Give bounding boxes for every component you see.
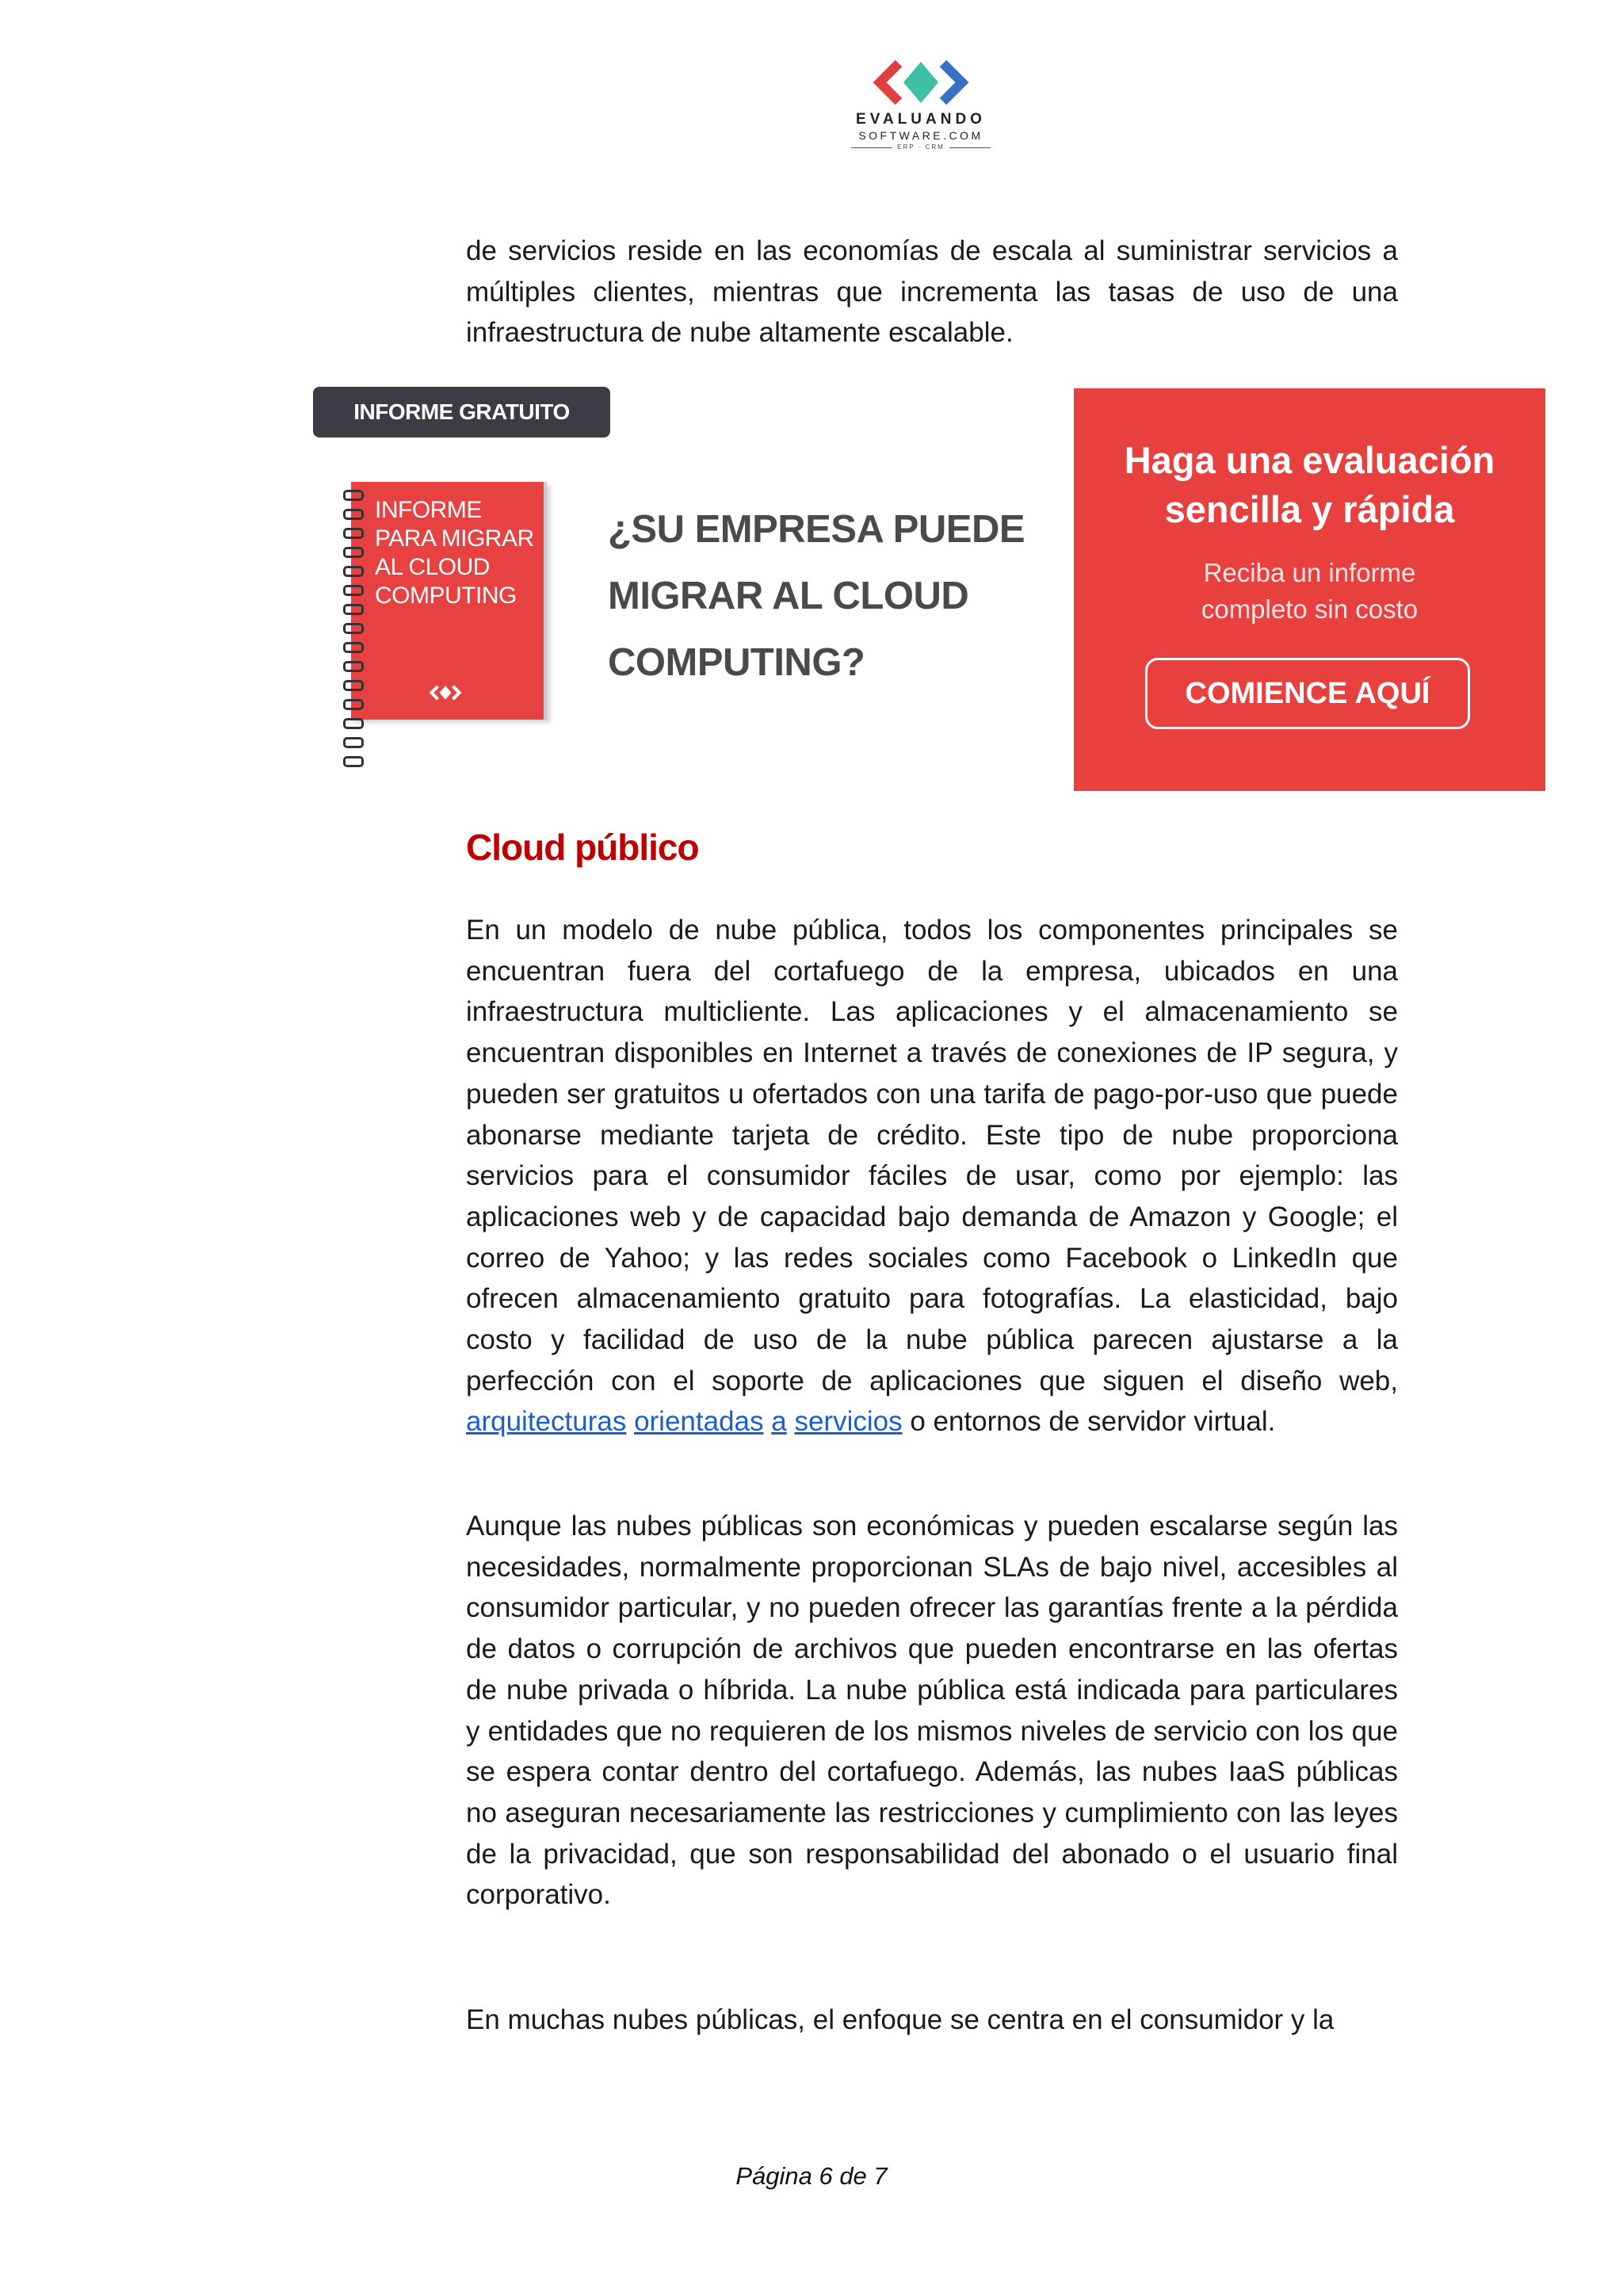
page-number: Página 6 de 7 — [735, 2162, 888, 2190]
link-a[interactable]: a — [771, 1406, 787, 1438]
paragraph-public-cloud — [466, 910, 1398, 1442]
section-heading: Cloud público — [466, 827, 699, 868]
evaluando-logo — [850, 57, 992, 176]
paragraph-consumer-focus: En muchas nubes públicas, el enfoque se centra en el consumidor y la — [466, 2004, 1335, 2035]
notebook-title: INFORME PARA MIGRAR AL CLOUD COMPUTING — [375, 497, 534, 609]
logo-brand: EVALUANDO — [856, 111, 986, 128]
logo-site: SOFTWARE.COM — [858, 129, 983, 142]
paragraph-text: En un modelo de nube pública, todos los componentes principales se encuentran fuera del cortafuego de la empresa, ubicados en una infraestructura multicliente. Las aplicaciones y el almacenamiento se encuentran disponibles en Internet a través de conexiones de IP segura, y pueden ser gratuitos u ofertados con una tarifa de pago-por-uso que puede abonarse mediante tarjeta de crédito. Este tipo de nube proporciona servicios para el consumidor fáciles de usar, como por ejemplo: las aplicaciones web y de capacidad bajo demanda de Amazon y Google; el correo de Yahoo; y las redes sociales como Facebook o LinkedIn que ofrecen almacenamiento gratuito para fotografías. La elasticidad, bajo costo y facilidad de uso de la nube pública parecen ajustarse a la perfección con el soporte de aplicaciones que siguen el diseño web, — [466, 915, 1398, 1396]
diamond-chevrons-icon — [872, 57, 970, 108]
report-notebook-image — [351, 482, 547, 720]
link-arquitecturas[interactable]: arquitecturas — [466, 1406, 627, 1438]
logo-tagline-text: ERP · CRM — [897, 143, 945, 151]
link-orientadas[interactable]: orientadas — [634, 1406, 764, 1438]
question-line: COMPUTING? — [608, 641, 865, 684]
cta-subtitle — [1074, 555, 1545, 628]
diamond-chevrons-icon — [429, 684, 462, 701]
intro-paragraph: de servicios reside en las economías de escala al suministrar servicios a múltiples clientes, mientras que incrementa las tasas de uso de una infraestructura de nube altamente escalable. — [466, 235, 1398, 349]
paragraph-public-cloud-limits: Aunque las nubes públicas son económicas y pueden escalarse según las necesidades, normalmente proporcionan SLAs de bajo nivel, accesibles al consumidor particular, y no pueden ofrecer las garantías frente a la pérdida de datos o corrupción de archivos que pueden encontrarse en las ofertas de nube privada o híbrida. La nube pública está indicada para particulares y entidades que no requieren de los mismos niveles de servicio con los que se espera contar dentro del cortafuego. Además, las nubes IaaS públicas no aseguran necesariamente las restricciones y cumplimiento con las leyes de la privacidad, que son responsabilidad del abonado o el usuario final corporativo. — [466, 1511, 1398, 1911]
cta-panel[interactable] — [1074, 388, 1545, 791]
free-report-badge: INFORME GRATUITO — [313, 387, 610, 437]
cta-title-line: sencilla y rápida — [1164, 488, 1455, 530]
paragraph-text: o entornos de servidor virtual. — [910, 1406, 1276, 1438]
start-here-button[interactable]: COMIENCE AQUÍ — [1145, 658, 1470, 729]
cta-subtitle-line: Reciba un informe — [1203, 558, 1416, 587]
cta-subtitle-line: completo sin costo — [1201, 594, 1419, 624]
promo-banner[interactable] — [313, 387, 1545, 791]
question-line: MIGRAR AL CLOUD — [608, 575, 969, 617]
logo-tagline — [850, 143, 992, 152]
question-line: ¿SU EMPRESA PUEDE — [608, 508, 1025, 551]
spiral-binding — [343, 490, 361, 712]
cta-title — [1074, 436, 1545, 534]
banner-question — [608, 496, 1036, 696]
link-servicios[interactable]: servicios — [794, 1406, 903, 1438]
cta-title-line: Haga una evaluación — [1124, 439, 1495, 481]
